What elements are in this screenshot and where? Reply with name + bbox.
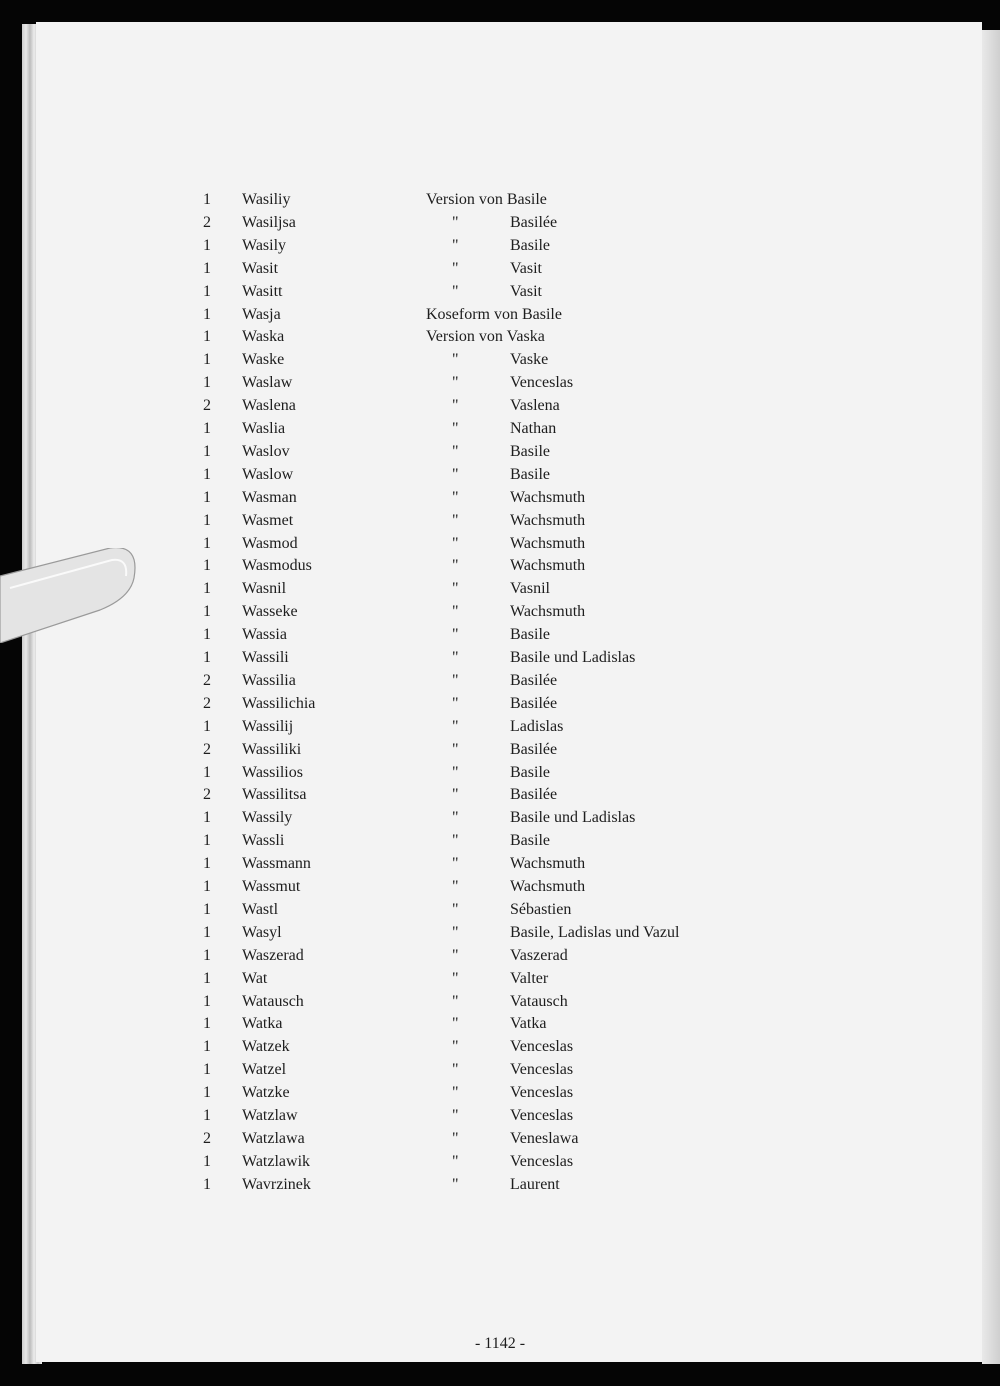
ditto-mark: " xyxy=(452,1015,459,1033)
list-item xyxy=(0,1151,1000,1174)
entry-meaning: Basile xyxy=(510,763,550,781)
ditto-mark: " xyxy=(452,1152,459,1170)
entry-name: Wastl xyxy=(242,900,279,918)
list-item xyxy=(0,1174,1000,1197)
entry-name: Wasiljsa xyxy=(242,213,296,231)
entry-count: 2 xyxy=(203,694,211,712)
entry-name: Waslaw xyxy=(242,374,293,392)
entry-meaning: Wachsmuth xyxy=(510,855,586,873)
entry-count: 1 xyxy=(203,511,211,529)
ditto-mark: " xyxy=(452,626,459,644)
entry-meaning: Basilée xyxy=(510,786,558,804)
entry-count: 2 xyxy=(203,213,211,231)
entry-count: 1 xyxy=(203,832,211,850)
entry-count: 1 xyxy=(203,328,211,346)
entry-meaning: Wachsmuth xyxy=(510,511,586,529)
ditto-mark: " xyxy=(452,603,459,621)
list-item xyxy=(0,922,1000,945)
entry-name: Waske xyxy=(242,351,285,369)
entry-count: 1 xyxy=(203,603,211,621)
entry-name: Wasnil xyxy=(242,580,287,598)
entry-name: Watzlawik xyxy=(242,1152,311,1170)
entry-count: 1 xyxy=(203,191,211,208)
entry-meaning: Nathan xyxy=(510,420,557,437)
entry-count: 1 xyxy=(203,442,211,460)
entry-meaning: Venceslas xyxy=(510,1061,574,1079)
list-item xyxy=(0,464,1000,487)
entry-count: 1 xyxy=(203,236,211,254)
ditto-mark: " xyxy=(452,397,459,415)
entry-description: Version von Basile xyxy=(426,191,547,208)
entry-count: 1 xyxy=(203,717,211,735)
entry-count: 1 xyxy=(203,1038,211,1056)
entry-count: 1 xyxy=(203,374,211,392)
list-item xyxy=(0,647,1000,670)
list-item xyxy=(0,693,1000,716)
entry-meaning: Laurent xyxy=(510,1175,560,1193)
ditto-mark: " xyxy=(452,878,459,895)
entry-name: Wasit xyxy=(242,259,279,277)
entry-meaning: Venceslas xyxy=(510,1084,574,1102)
entry-meaning: Wachsmuth xyxy=(510,557,586,575)
entry-count: 1 xyxy=(203,1061,211,1079)
entry-count: 1 xyxy=(203,1084,211,1102)
ditto-mark: " xyxy=(452,374,459,392)
ditto-mark: " xyxy=(452,282,459,300)
list-item xyxy=(0,762,1000,785)
list-item xyxy=(0,991,1000,1014)
entry-meaning: Basile, Ladislas und Vazul xyxy=(510,923,680,941)
entry-name: Waslov xyxy=(242,442,290,460)
entry-meaning: Wachsmuth xyxy=(510,603,586,621)
ditto-mark: " xyxy=(452,671,459,689)
entry-meaning: Valter xyxy=(510,969,549,987)
entry-count: 1 xyxy=(203,557,211,575)
entry-name: Waslena xyxy=(242,397,296,415)
entry-meaning: Basile und Ladislas xyxy=(510,809,636,827)
entry-meaning: Venceslas xyxy=(510,1038,574,1056)
list-item xyxy=(0,670,1000,693)
entry-meaning: Wachsmuth xyxy=(510,534,586,552)
entry-name: Wasitt xyxy=(242,282,283,300)
entry-count: 1 xyxy=(203,626,211,644)
list-item xyxy=(0,304,1000,327)
list-item xyxy=(0,487,1000,510)
entry-name: Wassia xyxy=(242,626,287,644)
entry-count: 1 xyxy=(203,763,211,781)
list-item xyxy=(0,830,1000,853)
list-item xyxy=(0,212,1000,235)
entry-meaning: Wachsmuth xyxy=(510,878,586,895)
page-number: - 1142 - xyxy=(474,1335,526,1352)
entry-name: Wasiliy xyxy=(242,191,291,208)
ditto-mark: " xyxy=(452,1175,459,1193)
list-item xyxy=(0,1105,1000,1128)
entry-name: Wasmet xyxy=(242,511,294,529)
list-item xyxy=(0,1128,1000,1151)
entry-name: Wassili xyxy=(242,649,289,666)
list-item xyxy=(0,326,1000,349)
list-item xyxy=(0,784,1000,807)
ditto-mark: " xyxy=(452,557,459,575)
entry-name: Wassmut xyxy=(242,878,301,895)
entry-name: Watausch xyxy=(242,992,304,1010)
ditto-mark: " xyxy=(452,740,459,758)
entry-meaning: Basile xyxy=(510,465,550,483)
entry-count: 1 xyxy=(203,809,211,827)
entry-name: Watzel xyxy=(242,1061,287,1079)
entry-name: Watzke xyxy=(242,1084,290,1102)
entry-name: Waslow xyxy=(242,465,294,483)
entry-meaning: Vasit xyxy=(510,259,542,277)
entry-meaning: Venceslas xyxy=(510,1107,574,1124)
ditto-mark: " xyxy=(452,969,459,987)
entry-meaning: Vaszerad xyxy=(510,946,568,964)
ditto-mark: " xyxy=(452,1129,459,1147)
entry-name: Wavrzinek xyxy=(242,1175,311,1193)
list-item xyxy=(0,716,1000,739)
ditto-mark: " xyxy=(452,465,459,483)
entry-meaning: Basile und Ladislas xyxy=(510,649,636,666)
entry-count: 1 xyxy=(203,305,211,323)
list-item xyxy=(0,1013,1000,1036)
entry-name: Wassilitsa xyxy=(242,786,307,804)
entry-meaning: Basile xyxy=(510,626,550,644)
ditto-mark: " xyxy=(452,442,459,460)
ditto-mark: " xyxy=(452,1107,459,1124)
entry-count: 1 xyxy=(203,992,211,1010)
entry-count: 1 xyxy=(203,351,211,369)
entry-meaning: Venceslas xyxy=(510,374,574,392)
entry-count: 1 xyxy=(203,946,211,964)
entry-name: Wasja xyxy=(242,305,281,323)
entry-count: 1 xyxy=(203,282,211,300)
ditto-mark: " xyxy=(452,534,459,552)
entry-count: 2 xyxy=(203,1129,211,1147)
entry-name: Waslia xyxy=(242,420,286,437)
entry-name: Wat xyxy=(242,969,268,987)
entry-name: Wassilia xyxy=(242,671,296,689)
entry-meaning: Basilée xyxy=(510,213,558,231)
list-item xyxy=(0,349,1000,372)
list-item xyxy=(0,624,1000,647)
ditto-mark: " xyxy=(452,809,459,827)
list-item xyxy=(0,533,1000,556)
ditto-mark: " xyxy=(452,213,459,231)
ditto-mark: " xyxy=(452,580,459,598)
entry-count: 1 xyxy=(203,923,211,941)
entry-name: Wasmodus xyxy=(242,557,312,575)
entry-meaning: Basile xyxy=(510,832,550,850)
ditto-mark: " xyxy=(452,1038,459,1056)
entry-name: Wassilij xyxy=(242,717,294,735)
entry-meaning: Ladislas xyxy=(510,717,564,735)
list-item xyxy=(0,510,1000,533)
entry-count: 1 xyxy=(203,259,211,277)
ditto-mark: " xyxy=(452,992,459,1010)
list-item xyxy=(0,555,1000,578)
entry-name: Waska xyxy=(242,328,285,346)
entry-name: Wasily xyxy=(242,236,287,254)
ditto-mark: " xyxy=(452,923,459,941)
list-item xyxy=(0,1059,1000,1082)
entry-count: 2 xyxy=(203,397,211,415)
entry-name: Wassmann xyxy=(242,855,311,873)
list-item xyxy=(0,578,1000,601)
entry-count: 1 xyxy=(203,420,211,437)
entry-name: Watzek xyxy=(242,1038,290,1056)
entry-count: 1 xyxy=(203,465,211,483)
entry-name: Watka xyxy=(242,1015,283,1033)
entry-count: 2 xyxy=(203,740,211,758)
entry-meaning: Vaske xyxy=(510,351,549,369)
entry-description: Koseform von Basile xyxy=(426,305,562,323)
list-item xyxy=(0,372,1000,395)
ditto-mark: " xyxy=(452,946,459,964)
ditto-mark: " xyxy=(452,832,459,850)
entry-name: Wasseke xyxy=(242,603,298,621)
list-item xyxy=(0,1082,1000,1105)
list-item xyxy=(0,418,1000,441)
list-item xyxy=(0,189,1000,212)
entry-count: 2 xyxy=(203,786,211,804)
ditto-mark: " xyxy=(452,236,459,254)
ditto-mark: " xyxy=(452,1084,459,1102)
list-item xyxy=(0,739,1000,762)
entry-name: Wassilichia xyxy=(242,694,316,712)
entry-name: Wasyl xyxy=(242,923,282,941)
entry-meaning: Vasit xyxy=(510,282,542,300)
entry-name: Waszerad xyxy=(242,946,304,964)
entry-meaning: Basilée xyxy=(510,694,558,712)
entry-name: Wasman xyxy=(242,488,297,506)
entry-count: 1 xyxy=(203,649,211,666)
entry-count: 1 xyxy=(203,1175,211,1193)
entry-count: 1 xyxy=(203,1015,211,1033)
entry-name: Watzlaw xyxy=(242,1107,298,1124)
list-item xyxy=(0,807,1000,830)
entry-meaning: Vatka xyxy=(510,1015,547,1033)
ditto-mark: " xyxy=(452,420,459,437)
entry-meaning: Wachsmuth xyxy=(510,488,586,506)
entry-name: Wassilios xyxy=(242,763,303,781)
list-item xyxy=(0,899,1000,922)
list-item xyxy=(0,945,1000,968)
entry-meaning: Venceslas xyxy=(510,1152,574,1170)
list-item xyxy=(0,601,1000,624)
entry-name: Watzlawa xyxy=(242,1129,305,1147)
entry-meaning: Vasnil xyxy=(510,580,550,598)
ditto-mark: " xyxy=(452,694,459,712)
list-item xyxy=(0,441,1000,464)
ditto-mark: " xyxy=(452,511,459,529)
entry-name: Wassli xyxy=(242,832,285,850)
list-item xyxy=(0,395,1000,418)
entry-meaning: Sébastien xyxy=(510,900,572,918)
list-item xyxy=(0,853,1000,876)
entry-meaning: Basile xyxy=(510,442,550,460)
entry-name: Wasmod xyxy=(242,534,298,552)
ditto-mark: " xyxy=(452,259,459,277)
entry-count: 2 xyxy=(203,671,211,689)
ditto-mark: " xyxy=(452,900,459,918)
entry-count: 1 xyxy=(203,1107,211,1124)
entry-name: Wassiliki xyxy=(242,740,302,758)
entry-meaning: Basilée xyxy=(510,671,558,689)
entry-count: 1 xyxy=(203,855,211,873)
ditto-mark: " xyxy=(452,649,459,666)
entry-count: 1 xyxy=(203,488,211,506)
entry-count: 1 xyxy=(203,878,211,895)
list-item xyxy=(0,876,1000,899)
entry-meaning: Veneslawa xyxy=(510,1129,579,1147)
ditto-mark: " xyxy=(452,1061,459,1079)
list-item xyxy=(0,281,1000,304)
ditto-mark: " xyxy=(452,763,459,781)
entry-name: Wassily xyxy=(242,809,293,827)
entry-meaning: Vaslena xyxy=(510,397,560,415)
list-item xyxy=(0,258,1000,281)
list-item xyxy=(0,1036,1000,1059)
ditto-mark: " xyxy=(452,717,459,735)
entry-count: 1 xyxy=(203,534,211,552)
entry-meaning: Basile xyxy=(510,236,550,254)
ditto-mark: " xyxy=(452,488,459,506)
ditto-mark: " xyxy=(452,351,459,369)
list-item xyxy=(0,235,1000,258)
entry-description: Version von Vaska xyxy=(426,328,545,346)
list-item xyxy=(0,968,1000,991)
entry-meaning: Vatausch xyxy=(510,992,568,1010)
entry-count: 1 xyxy=(203,900,211,918)
entry-count: 1 xyxy=(203,969,211,987)
entry-count: 1 xyxy=(203,1152,211,1170)
ditto-mark: " xyxy=(452,786,459,804)
ditto-mark: " xyxy=(452,855,459,873)
entry-count: 1 xyxy=(203,580,211,598)
entry-meaning: Basilée xyxy=(510,740,558,758)
